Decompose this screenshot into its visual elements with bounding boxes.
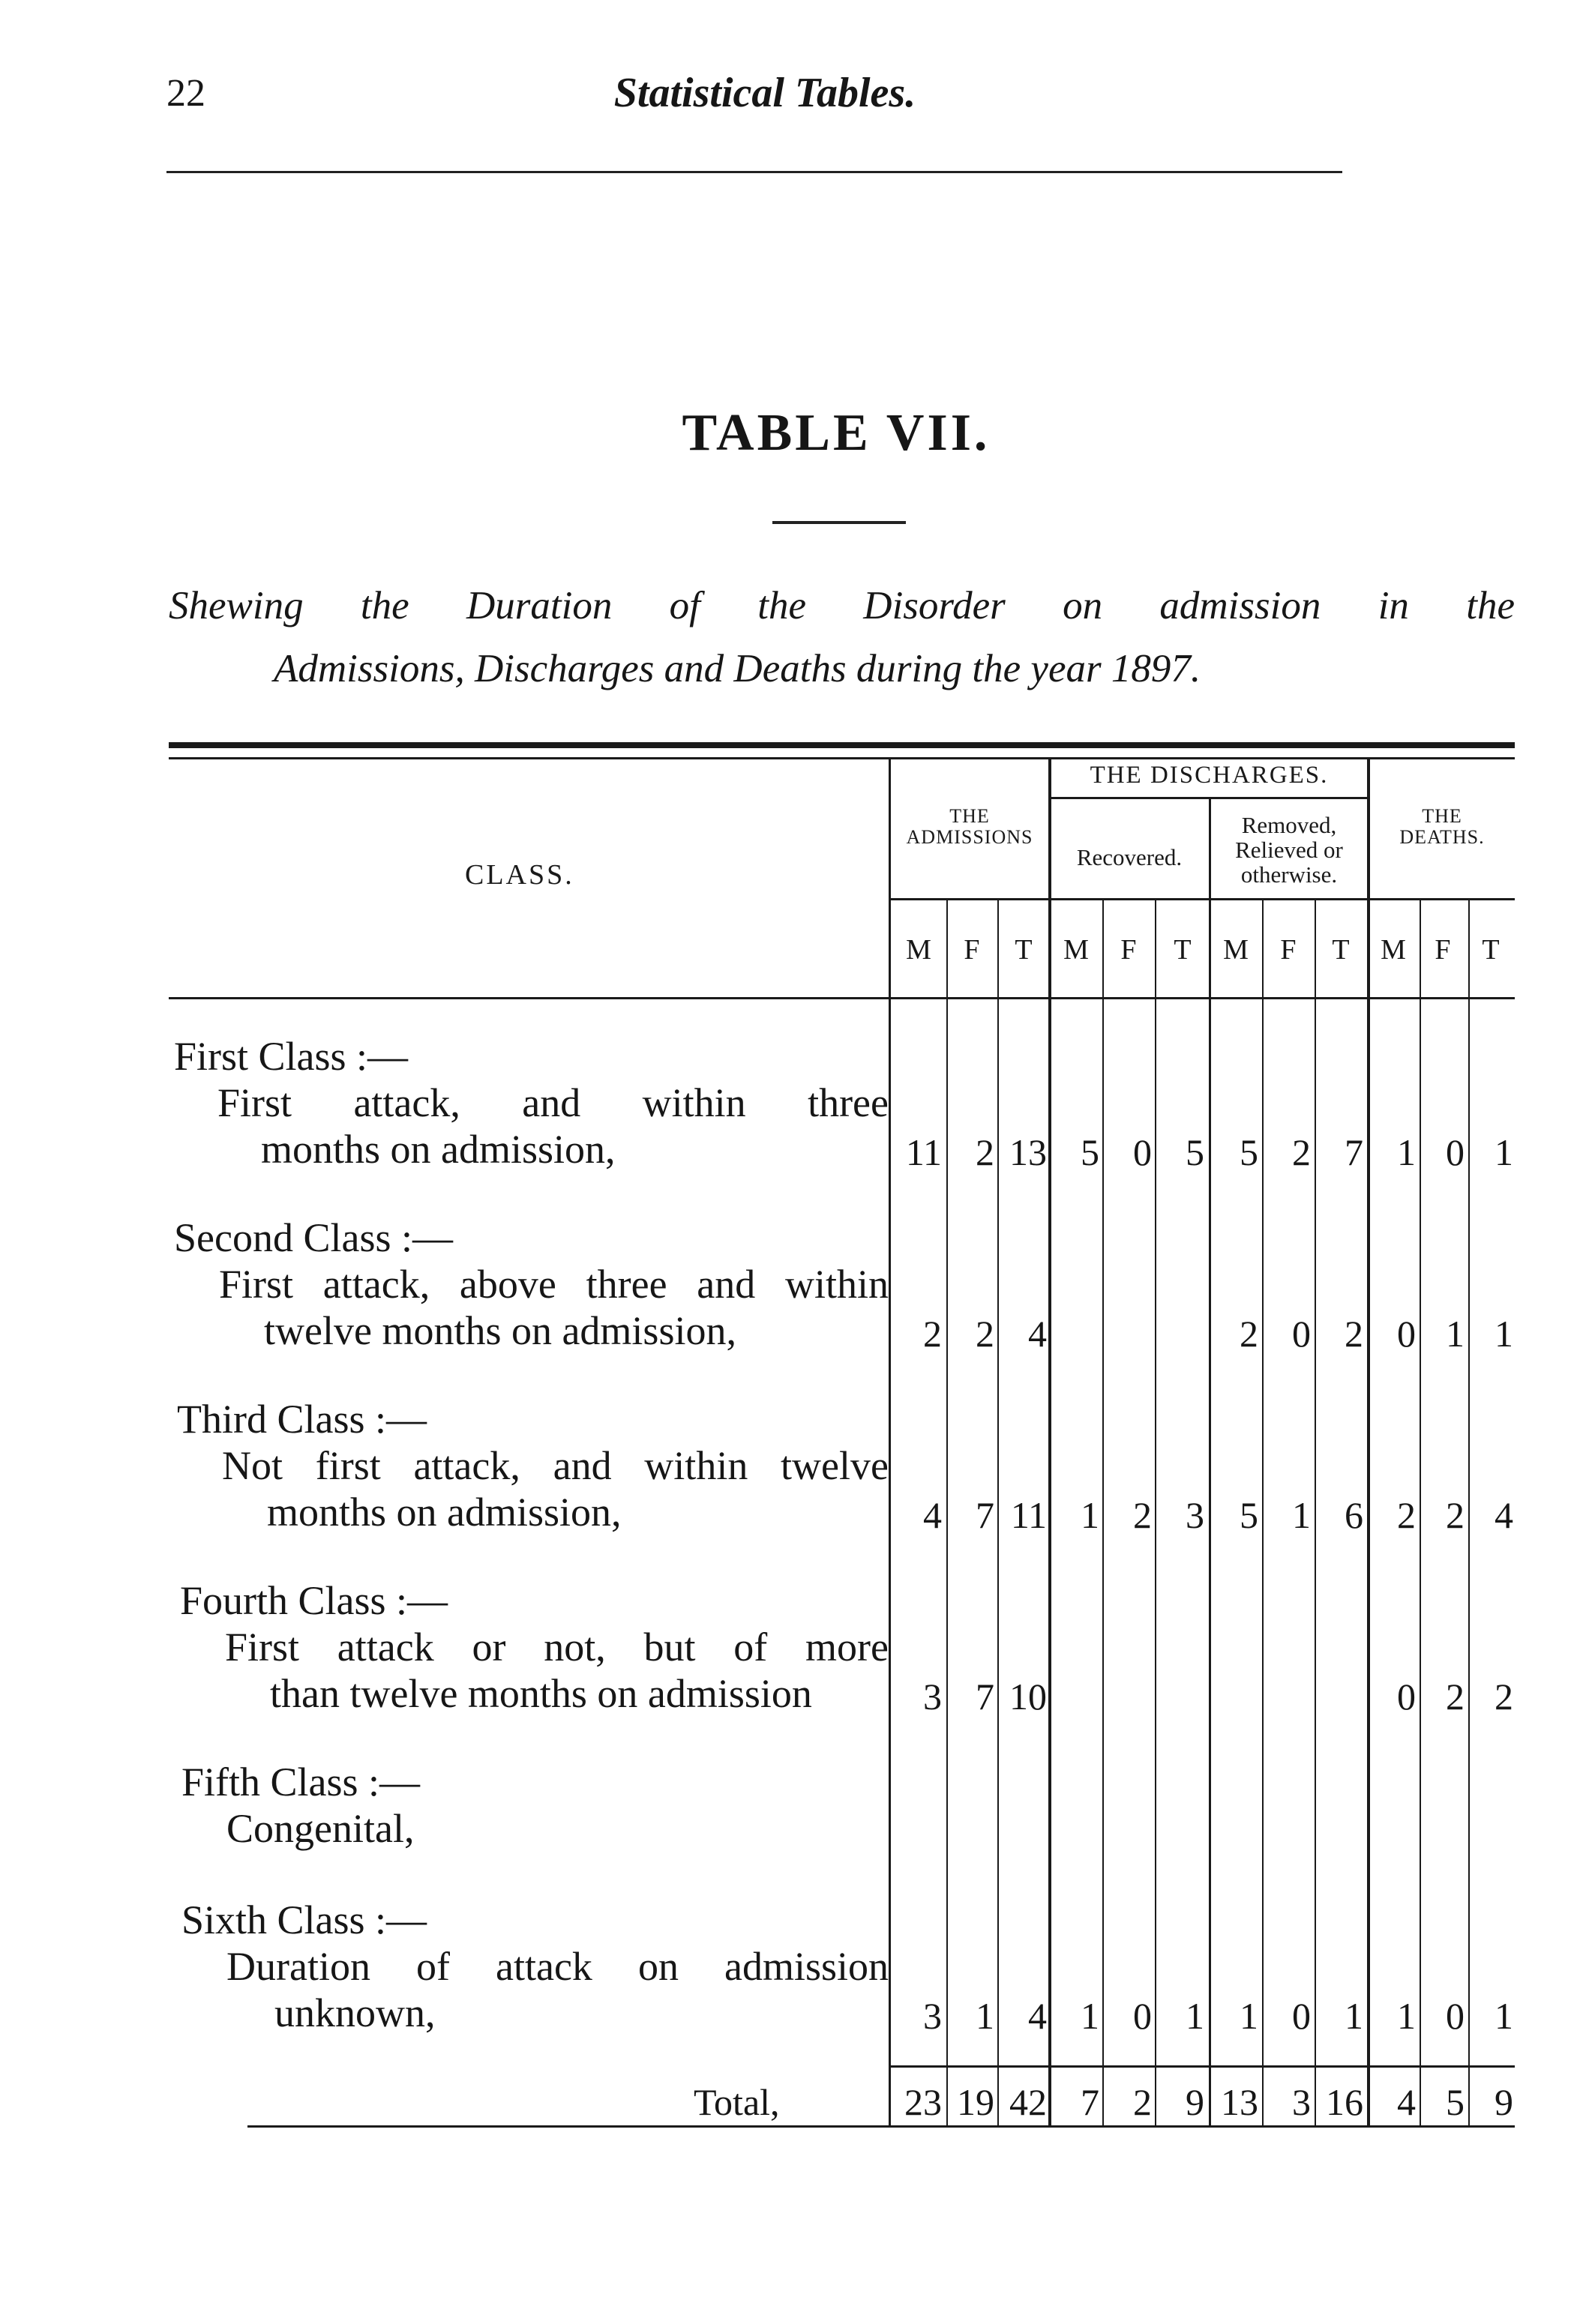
cell: 3: [923, 1676, 942, 1718]
admissions-discharges-rule: [1048, 759, 1051, 2125]
cell: 5: [1081, 1131, 1099, 1173]
colhead-removed-t: T: [1332, 934, 1350, 966]
total-cell: 5: [1446, 2081, 1465, 2123]
subcol-rule: [1315, 900, 1316, 2125]
cell: 11: [905, 1131, 942, 1173]
cell: 1: [976, 1995, 994, 2037]
cell: 7: [1345, 1131, 1363, 1173]
cell: 4: [1495, 1494, 1513, 1536]
cell: 4: [1028, 1995, 1047, 2037]
admissions-header-bottom: ADMISSIONS: [906, 826, 1033, 848]
cell: 5: [1186, 1131, 1204, 1173]
discharges-header: THE DISCHARGES.: [1090, 762, 1329, 789]
cell: 0: [1446, 1995, 1465, 2037]
subcol-rule: [1262, 900, 1264, 2125]
removed-header-line-3: otherwise.: [1240, 861, 1338, 888]
cell: 6: [1345, 1494, 1363, 1536]
cell: 2: [1133, 1494, 1152, 1536]
removed-header-line-2: Relieved or: [1235, 837, 1343, 863]
row-fifth-class-title: Fifth Class :—: [181, 1759, 421, 1804]
cell: 2: [923, 1313, 942, 1355]
cell: 2: [1446, 1494, 1465, 1536]
row-third-class-desc-2: months on admission,: [267, 1490, 622, 1535]
cell: 0: [1133, 1995, 1152, 2037]
cell: 2: [1446, 1676, 1465, 1718]
removed-header-line-1: Removed,: [1241, 812, 1337, 838]
colhead-deaths-t: T: [1482, 934, 1500, 966]
row-sixth-class-title: Sixth Class :—: [181, 1897, 427, 1942]
row-sixth-class-desc-1: Duration of attack on admission: [226, 1944, 889, 1989]
cell: 2: [976, 1131, 994, 1173]
total-cell: 13: [1221, 2081, 1258, 2123]
cell: 3: [923, 1995, 942, 2037]
colhead-admissions-m: M: [906, 934, 931, 966]
row-fifth-class-desc-1: Congenital,: [226, 1806, 415, 1851]
header-rule: [166, 171, 1342, 173]
total-cell: 9: [1495, 2081, 1513, 2123]
colhead-admissions-t: T: [1015, 934, 1033, 966]
subcol-rule: [946, 900, 948, 2125]
cell: 11: [1010, 1494, 1047, 1536]
table-bottom-rule: [247, 2125, 1515, 2128]
cell: 7: [976, 1676, 994, 1718]
cell: 1: [1186, 1995, 1204, 2037]
cell: 1: [1292, 1494, 1311, 1536]
class-column-header: CLASS.: [465, 859, 574, 891]
subcol-rule: [1102, 900, 1104, 2125]
total-cell: 7: [1081, 2081, 1099, 2123]
row-third-class-title: Third Class :—: [177, 1397, 427, 1442]
cell: 1: [1345, 1995, 1363, 2037]
discharges-deaths-rule: [1367, 759, 1370, 2125]
page-number: 22: [166, 72, 205, 115]
table-caption-line-2: Admissions, Discharges and Deaths during the year 1897.: [274, 647, 1201, 690]
total-cell: 42: [1009, 2081, 1047, 2123]
total-cell: 3: [1292, 2081, 1311, 2123]
colhead-recovered-t: T: [1174, 934, 1192, 966]
subcol-rule: [1155, 900, 1156, 2125]
cell: 13: [1009, 1131, 1047, 1173]
row-second-class-title: Second Class :—: [174, 1215, 453, 1260]
running-title: Statistical Tables.: [613, 70, 916, 116]
cell: 1: [1397, 1131, 1416, 1173]
table-top-rule-thin: [169, 757, 1515, 759]
cell: 0: [1397, 1676, 1416, 1718]
cell: 4: [1028, 1313, 1047, 1355]
table-title: TABLE VII.: [682, 404, 991, 462]
cell: 2: [1240, 1313, 1258, 1355]
cell: 4: [923, 1494, 942, 1536]
total-cell: 2: [1133, 2081, 1152, 2123]
row-fourth-class-title: Fourth Class :—: [180, 1578, 448, 1623]
colhead-removed-f: F: [1280, 934, 1297, 966]
cell: 0: [1446, 1131, 1465, 1173]
row-second-class-desc-2: twelve months on admission,: [264, 1308, 736, 1353]
cell: 5: [1240, 1131, 1258, 1173]
colhead-rule: [169, 997, 1515, 999]
deaths-header-bottom: DEATHS.: [1399, 826, 1485, 848]
recovered-removed-rule: [1209, 799, 1211, 2125]
total-cell: 23: [904, 2081, 942, 2123]
cell: 1: [1240, 1995, 1258, 2037]
total-cell: 4: [1397, 2081, 1416, 2123]
cell: 2: [1397, 1494, 1416, 1536]
cell: 2: [1292, 1131, 1311, 1173]
cell: 1: [1397, 1995, 1416, 2037]
cell: 1: [1446, 1313, 1465, 1355]
subheader-rule: [891, 898, 1515, 900]
cell: 10: [1009, 1676, 1047, 1718]
total-rule-top: [891, 2065, 1515, 2068]
cell: 1: [1081, 1494, 1099, 1536]
row-first-class-desc-2: months on admission,: [261, 1127, 616, 1172]
row-first-class-desc-1: First attack, and within three: [217, 1080, 889, 1125]
cell: 0: [1292, 1995, 1311, 2037]
colhead-recovered-m: M: [1063, 934, 1089, 966]
row-first-class-title: First Class :—: [174, 1034, 409, 1079]
total-cell: 9: [1186, 2081, 1204, 2123]
cell: 2: [1495, 1676, 1513, 1718]
cell: 0: [1397, 1313, 1416, 1355]
table-top-rule-thick: [169, 742, 1515, 748]
subcol-rule: [997, 900, 999, 2125]
deaths-header-top: THE: [1422, 805, 1462, 827]
cell: 3: [1186, 1494, 1204, 1536]
title-rule: [772, 521, 906, 524]
admissions-header-top: THE: [949, 805, 990, 827]
cell: 7: [976, 1494, 994, 1536]
colhead-recovered-f: F: [1120, 934, 1137, 966]
colhead-deaths-f: F: [1435, 934, 1451, 966]
class-column-rule: [889, 759, 891, 2125]
cell: 5: [1240, 1494, 1258, 1536]
total-label: Total,: [694, 2081, 780, 2123]
cell: 1: [1495, 1313, 1513, 1355]
row-third-class-desc-1: Not first attack, and within twelve: [222, 1443, 889, 1488]
cell: 0: [1292, 1313, 1311, 1355]
cell: 2: [1345, 1313, 1363, 1355]
cell: 1: [1081, 1995, 1099, 2037]
recovered-header: Recovered.: [1076, 844, 1183, 870]
colhead-admissions-f: F: [964, 934, 980, 966]
cell: 1: [1495, 1995, 1513, 2037]
row-fourth-class-desc-2: than twelve months on admission: [270, 1671, 812, 1716]
total-cell: 16: [1326, 2081, 1363, 2123]
total-cell: 19: [957, 2081, 994, 2123]
colhead-deaths-m: M: [1381, 934, 1406, 966]
row-sixth-class-desc-2: unknown,: [274, 1990, 436, 2035]
table-caption-line-1: Shewing the Duration of the Disorder on admission in the: [169, 584, 1515, 627]
cell: 0: [1133, 1131, 1152, 1173]
cell: 1: [1495, 1131, 1513, 1173]
colhead-removed-m: M: [1223, 934, 1249, 966]
cell: 2: [976, 1313, 994, 1355]
row-fourth-class-desc-1: First attack or not, but of more: [225, 1625, 889, 1670]
row-second-class-desc-1: First attack, above three and within: [219, 1262, 889, 1307]
